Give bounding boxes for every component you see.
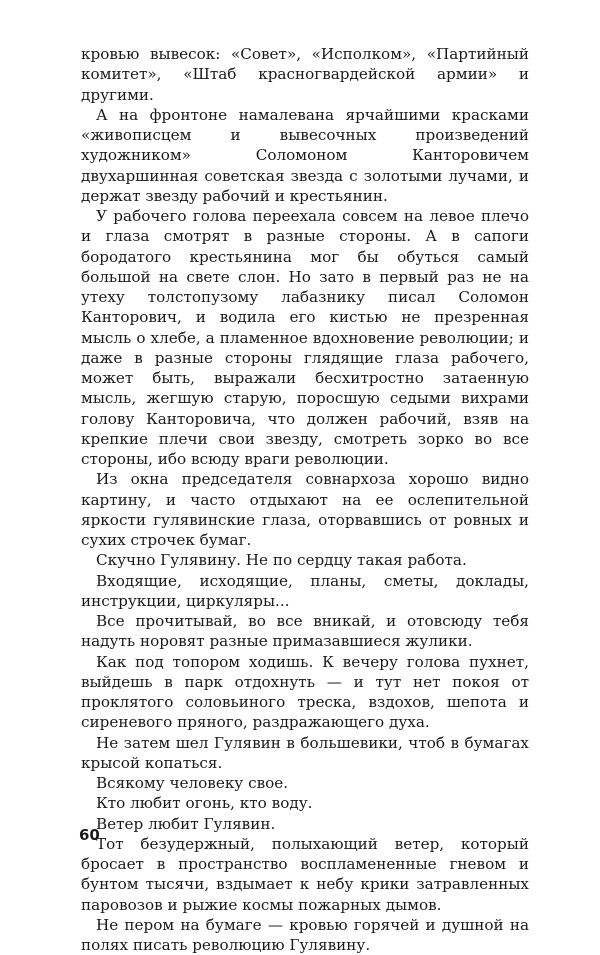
paragraph: Все прочитывай, во все вникай, и отовсюду тебя надуть норовят разные примазавшиеся жулики. xyxy=(81,612,529,651)
paragraph: А на фронтоне намалевана ярчайшими красками «живописцем и вывесочных произведений художником» Соломоном Канторовичем двухаршинная советская звезда с золотыми лучами, и держат звезду рабочий и крестьянин. xyxy=(81,105,529,205)
paragraph: Ветер любит Гулявин. xyxy=(96,814,276,833)
paragraph: Скучно Гулявину. Не по сердцу такая работа. xyxy=(96,551,467,570)
paragraph: Не пером на бумаге — кровью горячей и душной на полях писать революцию Гулявину. xyxy=(81,915,529,954)
paragraph: кровью вывесок: «Совет», «Исполком», «Партийный комитет», «Штаб красногвардейской армии» и другими. xyxy=(81,45,529,104)
paragraph: Из окна председателя совнархоза хорошо видно картину, и часто отдыхают на ее ослепительной яркости гулявинские глаза, оторвавшись от ровных и сухих строчек бумаг. xyxy=(81,470,529,549)
page-number: 60 xyxy=(79,826,100,844)
paragraph: Кто любит огонь, кто воду. xyxy=(96,794,313,813)
paragraph: У рабочего голова переехала совсем на левое плечо и глаза смотрят в разные стороны. А в сапоги бородатого крестьянина мог бы обуться самый большой на свете слон. Но зато в первый раз не на утеху толстопузому лабазнику писал Соломон Канторович, и водила его кистью не презренная мысль о хлебе, а пламенное вдохновение революции; и даже в разные стороны глядящие глаза рабочего, может быть, выражали бесхитростно затаенную мысль, жегшую старую, поросшую седыми вихрами голову Канторовича, что должен рабочий, взяв на крепкие плечи свои звезду, смотреть зорко во все стороны, ибо всюду враги революции. xyxy=(81,207,529,468)
paragraph: Всякому человеку свое. xyxy=(96,774,289,792)
paragraph: Входящие, исходящие, планы, сметы, доклады, инструкции, циркуляры... xyxy=(81,571,529,610)
body-text xyxy=(81,44,529,955)
paragraph: Тот безудержный, полыхающий ветер, который бросает в пространство воспламененные гневом и бунтом тысячи, вздымает к небу крики затравленных паровозов и рыжие космы пожарных дымов. xyxy=(81,834,529,914)
paragraph: Не затем шел Гулявин в большевики, чтоб в бумагах крысой копаться. xyxy=(81,733,529,772)
paragraph: Как под топором ходишь. К вечеру голова пухнет, выйдешь в парк отдохнуть — и тут нет покоя от проклятого соловьиного треска, вздохов, шепота и сиреневого пряного, раздражающего духа. xyxy=(81,652,529,732)
